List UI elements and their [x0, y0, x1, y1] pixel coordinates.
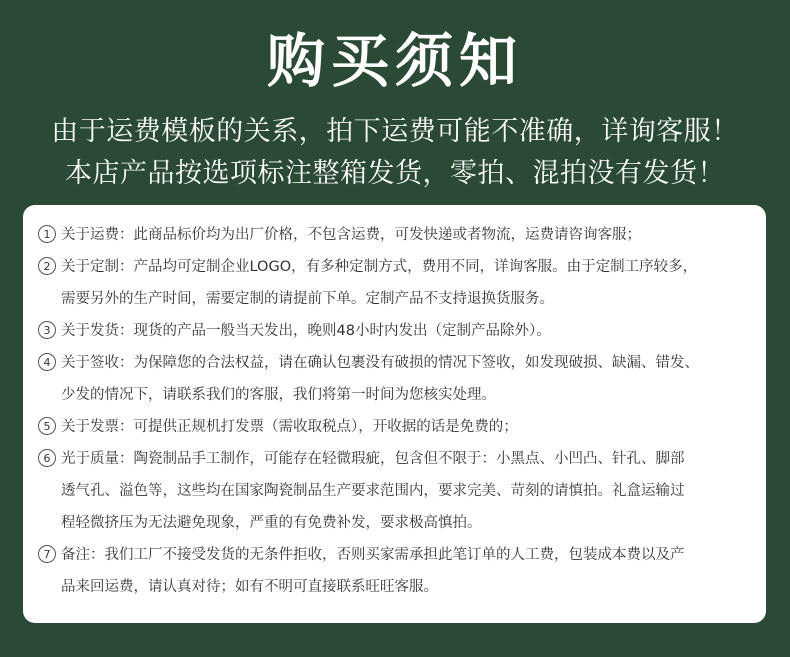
notice-text: 关于发票：可提供正规机打发票（需收取税点），开收据的话是免费的； — [61, 419, 518, 435]
notice-text: 关于签收：为保障您的合法权益，请在确认包裹没有破损的情况下签收，如发现破损、缺漏、错发、 — [61, 355, 699, 371]
notice-text: 关于运费：此商品标价均为出厂价格，不包含运费，可发快递或者物流，运费请咨询客服； — [61, 227, 641, 243]
notice-text-continuation: 程轻微挤压为无法避免现象，严重的有免费补发，要求极高慎拍。 — [61, 515, 482, 531]
item-number-badge: 6 — [38, 449, 56, 467]
notice-text: 关于发货：现货的产品一般当天发出，晚则48小时内发出（定制产品除外）。 — [61, 323, 551, 339]
subtitle-shipping-note: 由于运费模板的关系，拍下运费可能不准确，详询客服！ — [51, 116, 739, 147]
notice-text-continuation: 少发的情况下，请联系我们的客服，我们将第一时间为您核实处理。 — [61, 387, 496, 403]
item-number-badge: 3 — [38, 321, 56, 339]
notice-card — [23, 205, 766, 623]
notice-text: 关于定制：产品均可定制企业LOGO，有多种定制方式，费用不同，详询客服。由于定制工序较多， — [61, 259, 698, 275]
notice-text-continuation: 需要另外的生产时间，需要定制的请提前下单。定制产品不支持退换货服务。 — [61, 291, 554, 307]
notice-item-delivery — [38, 315, 752, 347]
notice-text-continuation: 品来回运费，请认真对待；如有不明可直接联系旺旺客服。 — [61, 579, 438, 595]
item-number-badge: 4 — [38, 353, 56, 371]
notice-text-continuation: 透气孔、溢色等，这些均在国家陶瓷制品生产要求范围内，要求完美、苛刻的请慎拍。礼盒运输过 — [61, 483, 685, 499]
item-number-badge: 1 — [38, 225, 56, 243]
notice-item-receipt — [38, 347, 752, 379]
notice-text: 光于质量：陶瓷制品手工制作，可能存在轻微瑕疵，包含但不限于：小黑点、小凹凸、针孔、脚部 — [61, 451, 685, 467]
notice-item-quality — [38, 443, 752, 475]
notice-item-remarks — [38, 539, 752, 571]
item-number-badge: 5 — [38, 417, 56, 435]
notice-item-invoice — [38, 411, 752, 443]
notice-text: 备注：我们工厂不接受发货的无条件拒收，否则买家需承担此笔订单的人工费，包装成本费以及产 — [61, 547, 685, 563]
item-number-badge: 2 — [38, 257, 56, 275]
item-number-badge: 7 — [38, 545, 56, 563]
notice-item-shipping-fee — [38, 219, 752, 251]
page-title: 购买须知 — [266, 27, 523, 95]
notice-item-customization — [38, 251, 752, 283]
subtitle-packing-note: 本店产品按选项标注整箱发货，零拍、混拍没有发货！ — [65, 158, 725, 189]
